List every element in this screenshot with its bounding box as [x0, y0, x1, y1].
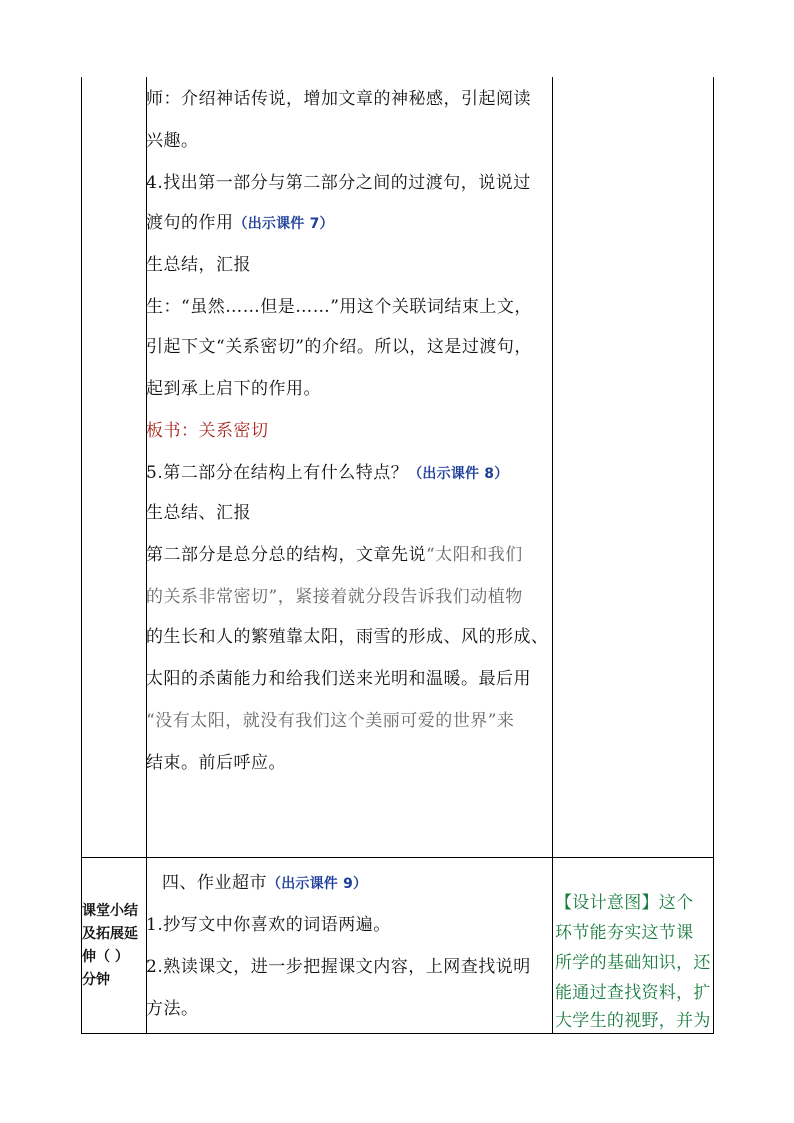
row-separator	[81, 857, 714, 858]
design-note-line: 环节能夯实这节课	[555, 923, 694, 943]
text-run: 师：介绍神话传说，增加文章的神秘感，引起阅读	[146, 89, 531, 109]
text-run: 第二部分是总分总的结构，文章先说	[146, 545, 426, 565]
text-run: 起到承上启下的作用。	[146, 379, 321, 399]
text-run: 1.抄写文中你喜欢的词语两遍。	[146, 915, 391, 935]
text-run: 板书：关系密切	[146, 421, 269, 441]
text-run: 渡句的作用	[146, 213, 234, 233]
content-line	[146, 212, 334, 235]
section-label-line: 及拓展延	[82, 926, 138, 942]
content-line	[146, 586, 523, 608]
homework-item	[146, 914, 391, 936]
courseware-tag: （出示课件 7）	[233, 216, 334, 232]
section-label-line: 分钟	[82, 972, 110, 988]
quote-run: “没有太阳，就没有我们这个美丽可爱的世界”来	[146, 711, 515, 731]
table-divider-2	[552, 77, 553, 1034]
text-run: 生总结，汇报	[146, 255, 251, 275]
section-label-line: 课堂小结	[82, 903, 138, 919]
content-line	[146, 544, 523, 566]
content-line	[146, 88, 531, 110]
quote-run: “太阳和我们	[426, 545, 523, 565]
homework-item	[146, 998, 199, 1020]
content-line	[146, 336, 532, 358]
design-note-line: 所学的基础知识，还	[555, 953, 711, 973]
text-run: 4.找出第一部分与第二部分之间的过渡句，说说过	[146, 173, 531, 193]
courseware-tag: （出示课件 9）	[267, 876, 368, 892]
text-run: 结束。前后呼应。	[146, 753, 286, 773]
content-line	[146, 668, 531, 690]
content-line	[146, 462, 508, 485]
text-run: 2.熟读课文，进一步把握课文内容，上网查找说明	[146, 957, 531, 977]
text-run: 太阳的杀菌能力和给我们送来光明和温暖。最后用	[146, 669, 531, 689]
design-note-line: 大学生的视野，并为	[555, 1011, 711, 1031]
text-run: 方法。	[146, 999, 199, 1019]
section-label	[82, 900, 146, 992]
text-run: 5.第二部分在结构上有什么特点？	[146, 463, 409, 483]
content-line	[146, 296, 532, 318]
quote-run: 的关系非常密切”，紧接着就分段告诉我们动植物	[146, 587, 523, 607]
content-line	[146, 172, 531, 194]
section-heading	[162, 872, 367, 895]
homework-item	[146, 956, 531, 978]
content-line	[146, 626, 549, 648]
section-label-line: 伸（ ）	[82, 949, 129, 965]
content-line	[146, 378, 321, 400]
text-run: 的生长和人的繁殖靠太阳，雨雪的形成、风的形成、	[146, 627, 549, 647]
content-line	[146, 502, 251, 524]
content-line	[146, 752, 286, 774]
design-note-line: 【设计意图】这个	[555, 893, 694, 913]
content-line	[146, 710, 514, 732]
content-line	[146, 130, 199, 152]
content-line	[146, 254, 251, 276]
blackboard-note	[146, 420, 269, 442]
text-run: 生：“虽然……但是……”用这个关联词结束上文，	[146, 297, 532, 317]
design-note-line: 能通过查找资料，扩	[555, 983, 711, 1003]
text-run: 生总结、汇报	[146, 503, 251, 523]
text-run: 兴趣。	[146, 131, 199, 151]
text-run: 引起下文“关系密切”的介绍。所以，这是过渡句，	[146, 337, 532, 357]
courseware-tag: （出示课件 8）	[408, 466, 509, 482]
table-border-left	[81, 77, 82, 1034]
text-run: 四、作业超市	[162, 873, 267, 893]
